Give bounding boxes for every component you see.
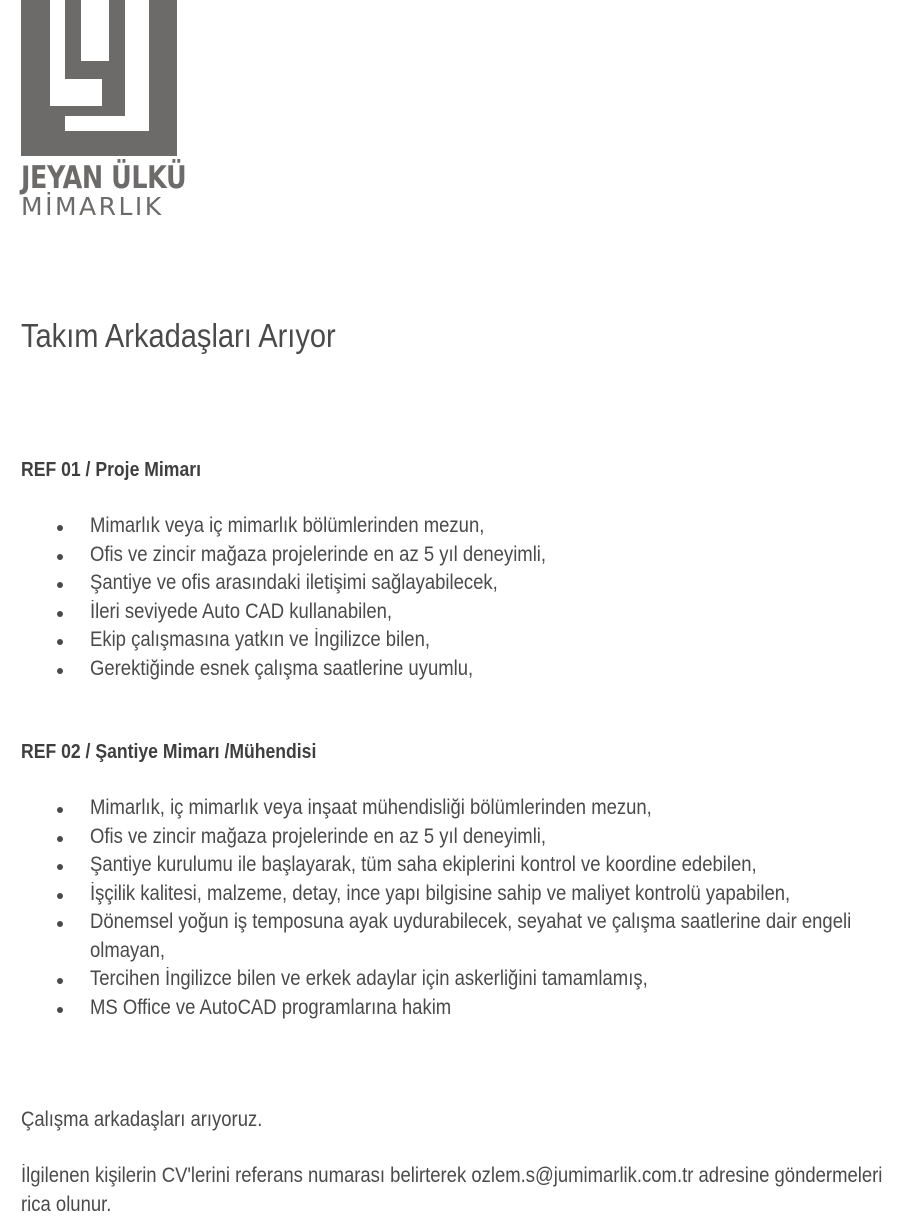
list-item: Ofis ve zincir mağaza projelerinde en az 5 yıl deneyimli, bbox=[0, 541, 900, 570]
list-item: Mimarlık, iç mimarlık veya inşaat mühendisliği bölümlerinden mezun, bbox=[0, 794, 900, 823]
bullet-icon bbox=[57, 978, 63, 984]
list-item: Gerektiğinde esnek çalışma saatlerine uyumlu, bbox=[0, 655, 900, 684]
requirements-list-ref02 bbox=[0, 794, 900, 1022]
list-item: Ekip çalışmasına yatkın ve İngilizce bilen, bbox=[0, 626, 900, 655]
bullet-icon bbox=[57, 668, 63, 674]
bullet-icon bbox=[57, 921, 63, 927]
section-heading-ref01: REF 01 / Proje Mimarı bbox=[21, 459, 201, 481]
list-item: Tercihen İngilizce bilen ve erkek adaylar için askerliğini tamamlamış, bbox=[0, 965, 900, 994]
logo-mark-icon bbox=[21, 0, 177, 156]
bullet-icon bbox=[57, 1007, 63, 1013]
list-item: Ofis ve zincir mağaza projelerinde en az 5 yıl deneyimli, bbox=[0, 823, 900, 852]
logo-name: JEYAN ÜLKÜ bbox=[21, 160, 187, 196]
bullet-icon bbox=[57, 611, 63, 617]
list-item: İşçilik kalitesi, malzeme, detay, ince yapı bilgisine sahip ve maliyet kontrolü yapabilen, bbox=[0, 880, 900, 909]
bullet-icon bbox=[57, 893, 63, 899]
list-item: Dönemsel yoğun iş temposuna ayak uydurabilecek, seyahat ve çalışma saatlerine dair engeli olmayan, bbox=[0, 908, 900, 965]
list-item: Şantiye ve ofis arasındaki iletişimi sağlayabilecek, bbox=[0, 569, 900, 598]
bullet-icon bbox=[57, 807, 63, 813]
list-item: Mimarlık veya iç mimarlık bölümlerinden mezun, bbox=[0, 512, 900, 541]
list-item: Şantiye kurulumu ile başlayarak, tüm saha ekiplerini kontrol ve koordine edebilen, bbox=[0, 851, 900, 880]
page-title: Takım Arkadaşları Arıyor bbox=[21, 317, 336, 354]
bullet-icon bbox=[57, 864, 63, 870]
bullet-icon bbox=[57, 639, 63, 645]
requirements-list-ref01 bbox=[0, 512, 900, 683]
closing-statement: Çalışma arkadaşları arıyoruz. bbox=[21, 1108, 263, 1131]
bullet-icon bbox=[57, 525, 63, 531]
logo-subtitle: MİMARLIK bbox=[21, 192, 164, 221]
list-item: İleri seviyede Auto CAD kullanabilen, bbox=[0, 598, 900, 627]
company-logo bbox=[21, 0, 187, 221]
list-item: MS Office ve AutoCAD programlarına hakim bbox=[0, 994, 900, 1023]
section-heading-ref02: REF 02 / Şantiye Mimarı /Mühendisi bbox=[21, 741, 317, 763]
bullet-icon bbox=[57, 554, 63, 560]
bullet-icon bbox=[57, 836, 63, 842]
application-instructions: İlgilenen kişilerin CV'lerini referans numarası belirterek ozlem.s@jumimarlik.com.tr adresine göndermeleri rica olunur. bbox=[21, 1164, 883, 1216]
bullet-icon bbox=[57, 582, 63, 588]
